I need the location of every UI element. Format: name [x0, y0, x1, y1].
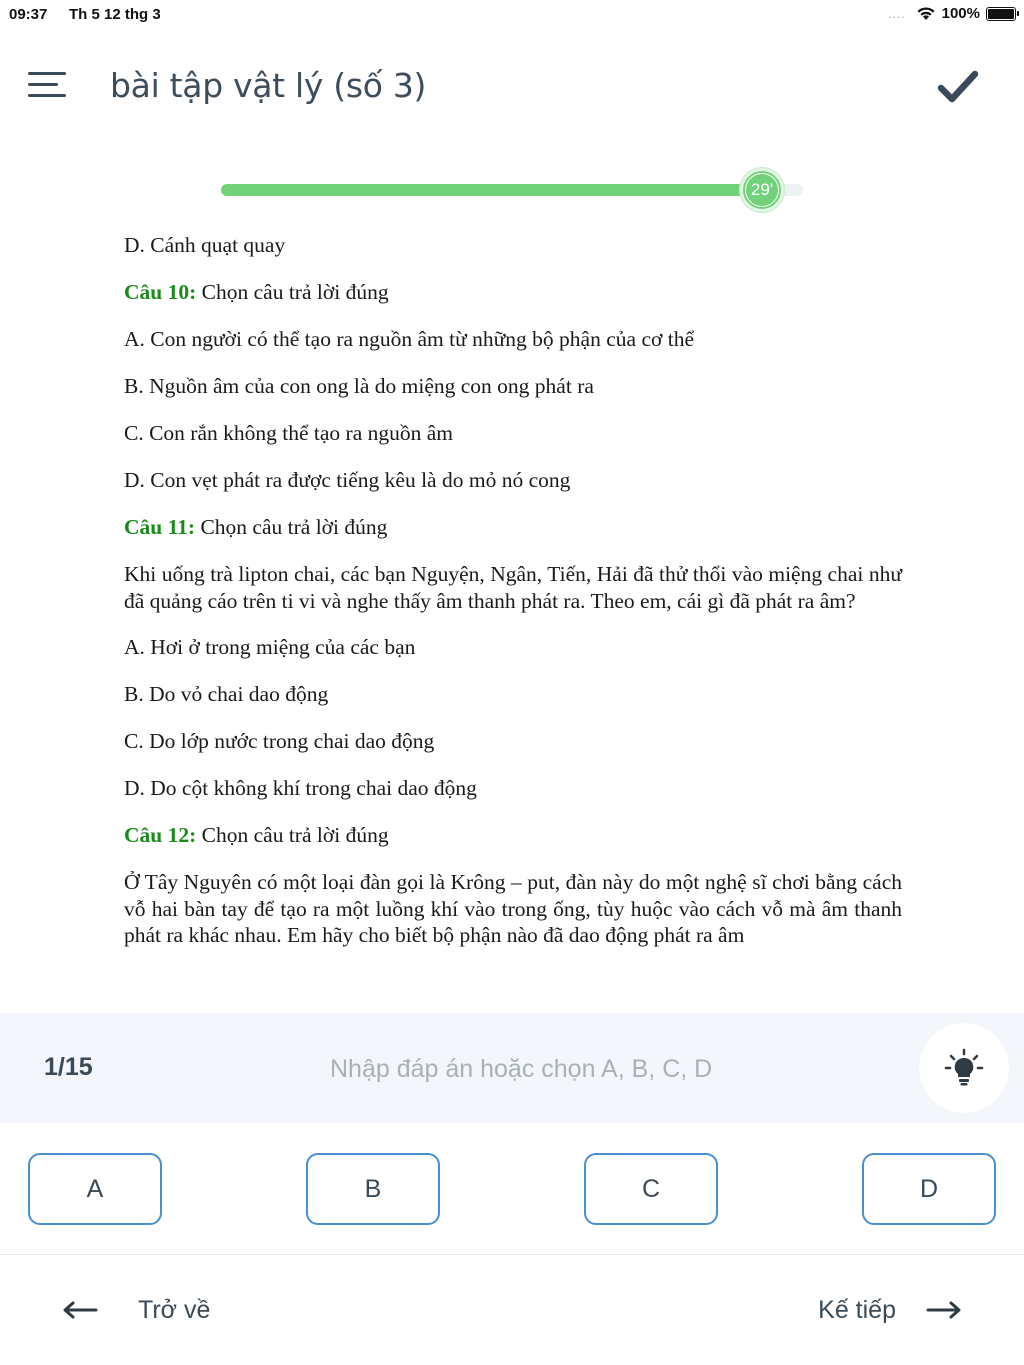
lightbulb-icon: [944, 1048, 984, 1088]
answer-bar: [0, 1013, 1024, 1123]
checkmark-icon[interactable]: [936, 64, 980, 108]
arrow-left-icon: [62, 1300, 98, 1320]
next-button[interactable]: [818, 1290, 962, 1330]
answer-input[interactable]: [330, 1049, 850, 1089]
question-11-option-a: A. Hơi ở trong miệng của các bạn: [124, 635, 416, 659]
status-time: 09:37: [9, 6, 48, 23]
choice-buttons: [0, 1153, 1024, 1225]
back-button[interactable]: [62, 1290, 210, 1330]
status-bar: [0, 0, 1024, 30]
header: [0, 50, 1024, 125]
timer-label: 29': [750, 180, 774, 199]
back-label: Trở về: [138, 1295, 211, 1324]
question-10-header: [124, 279, 902, 306]
battery-icon: [986, 7, 1016, 21]
wifi-icon: [916, 6, 936, 21]
question-11-header: [124, 514, 902, 541]
timer-knob: [740, 168, 784, 212]
battery-percent: 100%: [941, 5, 980, 22]
question-9-option-d: D. Cánh quạt quay: [124, 233, 286, 257]
choice-d-button[interactable]: D: [862, 1153, 996, 1225]
question-10-prompt: Chọn câu trả lời đúng: [196, 280, 389, 304]
question-10-option-b: B. Nguồn âm của con ong là do miệng con ong phát ra: [124, 374, 594, 398]
timer-progress-fill: [221, 184, 762, 196]
hint-button[interactable]: [919, 1023, 1009, 1113]
question-12-header: [124, 822, 902, 849]
question-12-text: Ở Tây Nguyên có một loại đàn gọi là Krông – put, đàn này do một nghệ sĩ chơi bằng cách vỗ hai bàn tay để tạo ra một luồng khí vào trong ống, tùy huộc vào cách vỗ mà âm thanh phát ra khác nhau. Em hãy cho biết bộ phận nào đã dao động phát ra âm: [124, 870, 902, 947]
question-10-label: Câu 10:: [124, 280, 197, 304]
question-content: [124, 232, 902, 969]
question-counter: 1/15: [44, 1053, 93, 1081]
signal-dots: ....: [888, 6, 906, 21]
status-date: Th 5 12 thg 3: [69, 6, 161, 23]
next-label: Kế tiếp: [818, 1295, 896, 1324]
page-title: bài tập vật lý (số 3): [110, 66, 427, 105]
question-10-option-d: D. Con vẹt phát ra được tiếng kêu là do mỏ nó cong: [124, 468, 571, 492]
question-11-option-c: C. Do lớp nước trong chai dao động: [124, 729, 435, 753]
question-10-option-a: A. Con người có thể tạo ra nguồn âm từ những bộ phận của cơ thể: [124, 327, 694, 351]
question-11-text: Khi uống trà lipton chai, các bạn Nguyện, Ngân, Tiến, Hải đã thử thổi vào miệng chai như đã quảng cáo trên ti vi và nghe thấy âm thanh phát ra. Theo em, cái gì đã phát ra âm?: [124, 562, 902, 613]
question-11-option-d: D. Do cột không khí trong chai dao động: [124, 776, 477, 800]
question-11-prompt: Chọn câu trả lời đúng: [195, 515, 388, 539]
hamburger-menu-icon[interactable]: [28, 70, 66, 100]
choice-c-button[interactable]: C: [584, 1153, 718, 1225]
choice-a-button[interactable]: A: [28, 1153, 162, 1225]
question-11-option-b: B. Do vỏ chai dao động: [124, 682, 329, 706]
question-10-option-c: C. Con rắn không thể tạo ra nguồn âm: [124, 421, 454, 445]
question-11-label: Câu 11:: [124, 515, 196, 539]
timer-progress-track: [221, 180, 803, 199]
arrow-right-icon: [926, 1300, 962, 1320]
divider: [0, 1254, 1024, 1255]
choice-b-button[interactable]: B: [306, 1153, 440, 1225]
status-indicators: [888, 5, 1016, 22]
question-12-label: Câu 12:: [124, 823, 197, 847]
question-12-prompt: Chọn câu trả lời đúng: [196, 823, 389, 847]
